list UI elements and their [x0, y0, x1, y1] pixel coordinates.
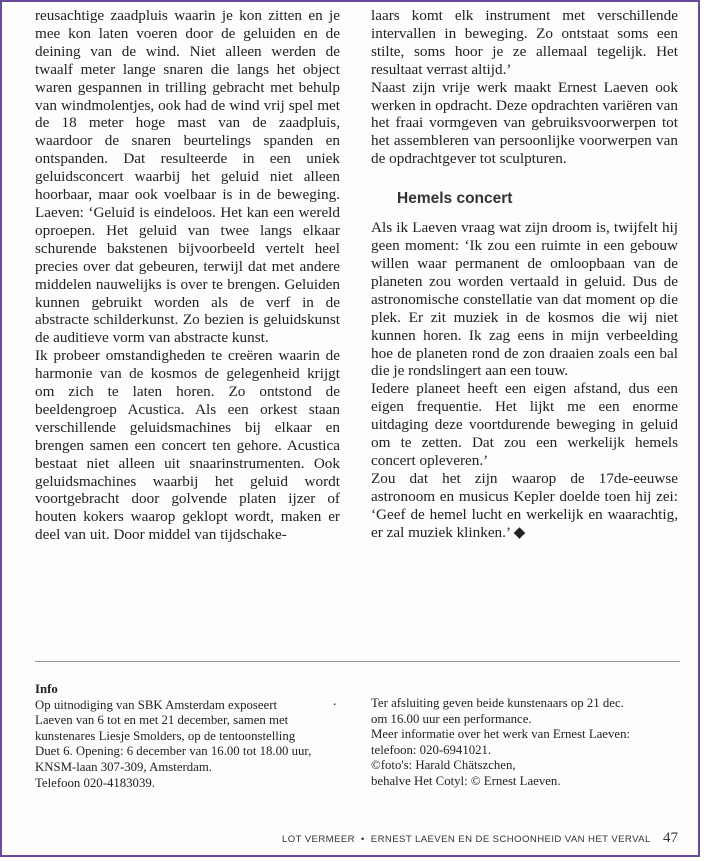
info-line: Duet 6. Opening: 6 december van 16.00 tot 18.00 uur, — [35, 744, 312, 759]
info-line: om 16.00 uur een performance. — [371, 711, 532, 726]
running-head — [282, 834, 651, 845]
info-line: behalve Het Cotyl: © Ernest Laeven. — [371, 773, 561, 788]
info-box-left — [35, 682, 345, 791]
info-line: Laeven van 6 tot en met 21 december, samen met — [35, 713, 289, 728]
info-line: ©foto's: Harald Chätszchen, — [371, 758, 516, 773]
paragraph: Zou dat het zijn waarop de 17de-eeuwse astronoom en musicus Kepler doelde toen hij zei: ‘Geef de hemel lucht en werkelijk en waarachtig, er zal muziek klinken.’ ◆ — [371, 469, 678, 541]
paragraph: Als ik Laeven vraag wat zijn droom is, twijfelt hij geen moment: ‘Ik zou een ruimte in een gebouw willen waar permanent de omloopbaan van de planeten zou worden vertaald in geluid. Dus de astronomische constellatie van dat moment op die plek. Er zit muziek in de kosmos die wij niet kunnen horen. Ik zag eens in mijn verbeelding hoe de planeten rond de zon draaien zoals een bal die je rondslingert aan een touw. — [371, 219, 678, 380]
paragraph: Ik probeer omstandigheden te creëren waarin de harmonie van de kosmos de gelegenheid krijgt om zich te laten horen. Zo ontstond de beeldengroep Acustica. Als een orkest staan verschillende geluidsmachines bij elkaar en brengen samen een concert ten gehore. Acustica bestaat niet alleen uit snaarinstrumenten. Ook geluidsmachines waarbij het geluid wordt voortgebracht door golvende platen ijzer of houten kokers waarop geklopt wordt, maken er deel van uit. Door middel van tijdschake- — [35, 347, 340, 544]
paragraph: Naast zijn vrije werk maakt Ernest Laeven ook werken in opdracht. Deze opdrachten variëren van het fraai vormgeven van gebruiksvoorwerpen tot het assembleren van persoonlijke voorwerpen van de opdrachtgever tot sculpturen. — [371, 78, 678, 168]
footer-title: ERNEST LAEVEN EN DE SCHOONHEID VAN HET VERVAL — [370, 834, 651, 845]
info-line: Op uitnodiging van SBK Amsterdam exposeert — [35, 697, 278, 712]
info-title: Info — [35, 682, 58, 696]
info-line: telefoon: 020-6941021. — [371, 742, 492, 757]
paragraph: Iedere planeet heeft een eigen afstand, dus een eigen frequentie. Het lijkt me een enorme uitdaging deze voortdurende beweging in geluid om te zetten. Dat zou een werkelijk hemels concert opleveren.’ — [371, 380, 678, 469]
info-line: Ter afsluiting geven beide kunstenaars op 21 dec. — [371, 696, 624, 710]
info-line: Telefoon 020-4183039. — [35, 775, 155, 790]
page-number: 47 — [663, 830, 678, 846]
divider-line — [35, 661, 680, 662]
stray-dot: . — [333, 694, 337, 709]
paragraph: reusachtige zaadpluis waarin je kon zitten en je mee kon laten voeren door de geluiden en de deining van de wind. Niet alleen werden de twaalf meter lange snaren die langs het object waren gespannen in trilling gebracht met behulp van windmolentjes, ook had de wind vrij spel met de 18 meter hoge mast van de zaadpluis, waardoor de snaren beurtelings spanden en ontspanden. Dat resulteerde in een uniek geluidsconcert waarbij het geluid niet alleen hoorbaar, maar ook voelbaar is in de beweging. Laeven: ‘Geluid is eindeloos. Het kan een wereld oproepen. Het geluid van twee langs elkaar schurende bakstenen bijvoorbeeld vertelt heel precies over dat gebeuren, terwijl dat met andere middelen nauwelijks is over te brengen. Geluiden kunnen gebruikt worden als de verf in de abstracte schilderkunst. Zo bezien is geluidskunst de auditieve vorm van abstracte kunst. — [35, 7, 340, 347]
info-line: KNSM-laan 307-309, Amsterdam. — [35, 759, 213, 774]
info-box-right — [371, 696, 681, 790]
section-heading: Hemels concert — [397, 190, 513, 208]
footer-bullet: • — [361, 834, 365, 845]
footer-author: LOT VERMEER — [282, 834, 355, 845]
info-line: Meer informatie over het werk van Ernest Laeven: — [371, 727, 631, 742]
info-line: kunstenares Liesje Smolders, op de tentoonstelling — [35, 728, 296, 743]
article-column-left — [35, 7, 340, 544]
article-column-right — [371, 7, 678, 541]
paragraph: laars komt elk instrument met verschillende intervallen in beweging. Zo ontstaat soms een stilte, soms hoor je ze allemaal tegelijk. Het resultaat verrast altijd.’ — [371, 7, 678, 78]
page-footer — [282, 830, 678, 847]
